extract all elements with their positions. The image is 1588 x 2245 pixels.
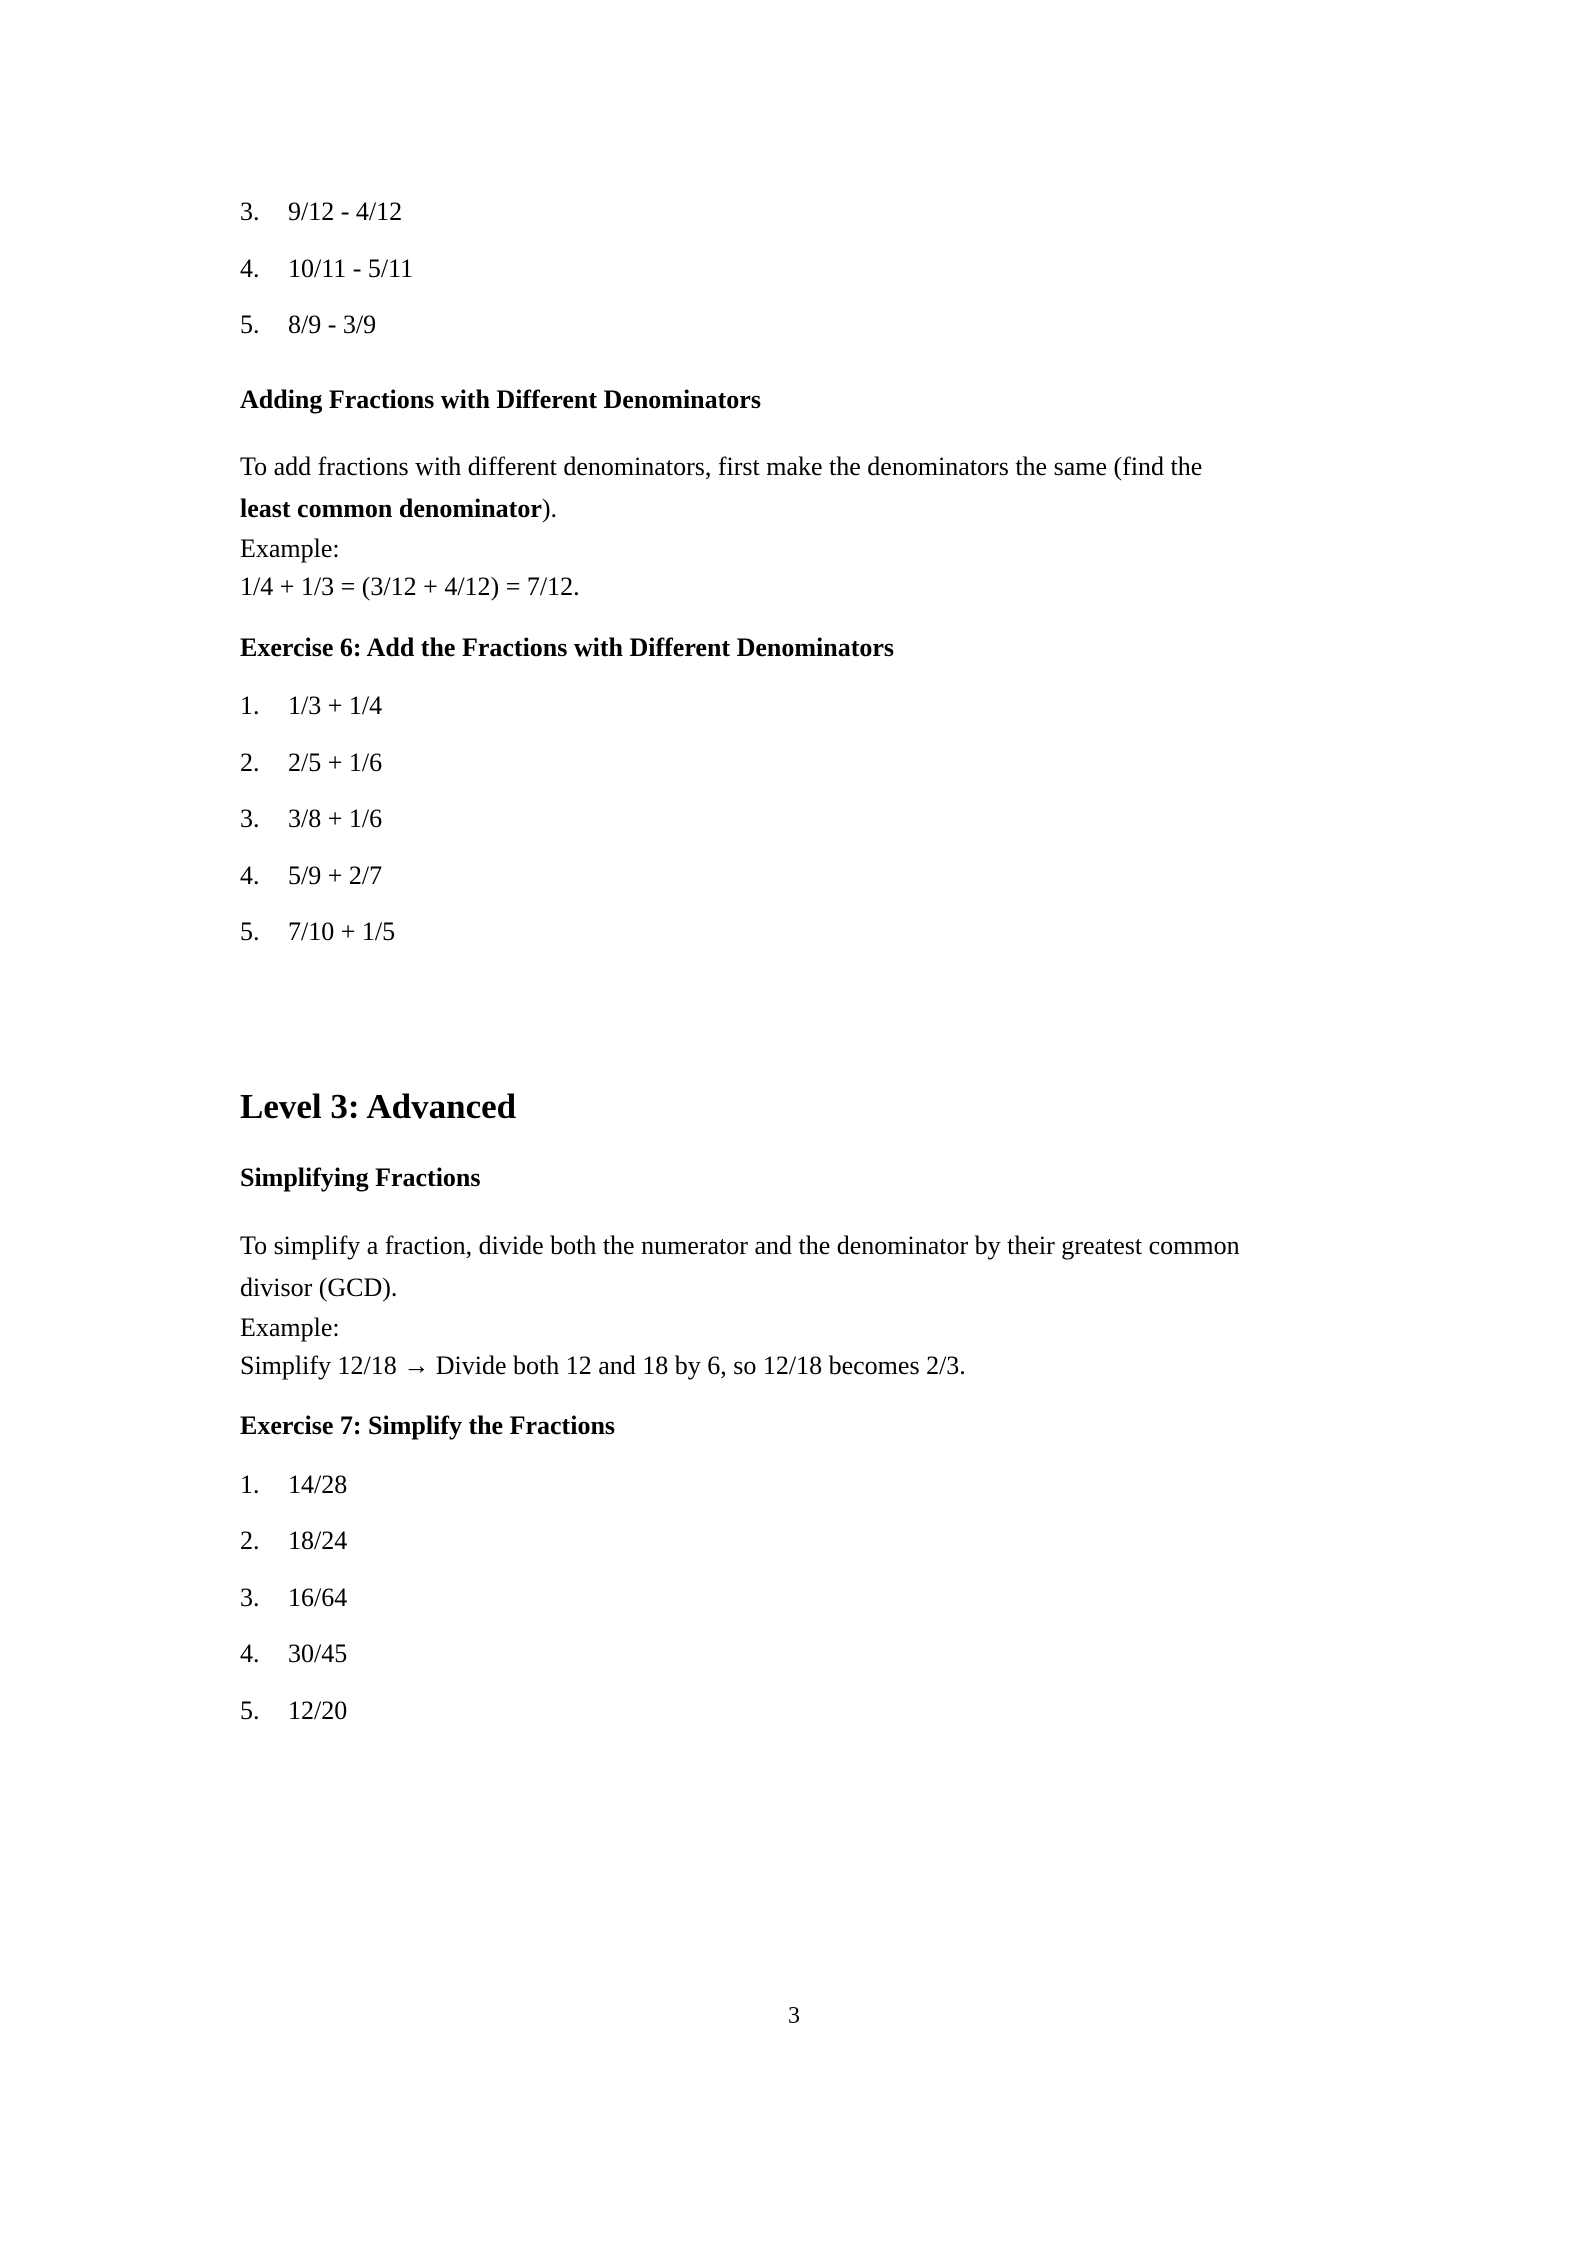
list-item [240, 1469, 1255, 1502]
list-marker: 4. [240, 1639, 260, 1669]
list-item [240, 309, 1255, 342]
list-marker: 3. [240, 804, 260, 834]
list-marker: 2. [240, 1526, 260, 1556]
list-item [240, 690, 1255, 723]
section-break-spacer [240, 973, 1255, 1085]
heading-exercise-7: Exercise 7: Simplify the Fractions [240, 1411, 616, 1441]
list-item-text: 18/24 [288, 1526, 348, 1556]
list-marker: 4. [240, 860, 260, 890]
spacer [240, 416, 1255, 446]
list-item [240, 803, 1255, 836]
list-item [240, 253, 1255, 286]
page-content [240, 196, 1255, 1751]
spacer [240, 606, 1255, 632]
example-label: Example: [240, 534, 340, 564]
page-number: 3 [788, 2003, 800, 2029]
heading-simplifying-fractions: Simplifying Fractions [240, 1163, 481, 1193]
example-expression: Simplify 12/18 → Divide both 12 and 18 by 6, so 12/18 becomes 2/3. [240, 1350, 966, 1380]
list-item [240, 1695, 1255, 1728]
spacer [240, 1195, 1255, 1225]
spacer [240, 1128, 1255, 1162]
list-marker: 5. [240, 310, 260, 339]
list-item-text: 9/12 - 4/12 [288, 197, 403, 226]
example-expression: 1/4 + 1/3 = (3/12 + 4/12) = 7/12. [240, 571, 580, 601]
list-item-text: 2/5 + 1/6 [288, 747, 383, 777]
paragraph-adding-different-denominators [240, 446, 1255, 530]
paragraph-lead-text: To add fractions with different denominators, first make the denominators the same (find the [240, 452, 1203, 481]
list-item-text: 7/10 + 1/5 [288, 917, 396, 947]
list-item [240, 1525, 1255, 1558]
paragraph-bold-term: least common denominator [240, 494, 542, 524]
spacer [240, 1443, 1255, 1469]
heading-exercise-6: Exercise 6: Add the Fractions with Different Denominators [240, 632, 895, 662]
list-item-text: 12/20 [288, 1695, 348, 1725]
list-marker: 1. [240, 691, 260, 721]
list-item-text: 1/3 + 1/4 [288, 691, 383, 721]
exercise-6-list [240, 690, 1255, 949]
list-item-text: 14/28 [288, 1469, 348, 1499]
paragraph-simplifying-fractions: To simplify a fraction, divide both the numerator and the denominator by their greatest common divisor (GCD). [240, 1230, 1240, 1302]
spacer [240, 664, 1255, 690]
list-item [240, 860, 1255, 893]
list-marker: 5. [240, 1695, 260, 1725]
list-item [240, 747, 1255, 780]
list-item [240, 1582, 1255, 1615]
list-marker: 2. [240, 747, 260, 777]
list-marker: 5. [240, 917, 260, 947]
continued-exercise-list [240, 196, 1255, 342]
list-item [240, 196, 1255, 229]
list-item-text: 10/11 - 5/11 [288, 253, 414, 283]
list-item [240, 916, 1255, 949]
list-item [240, 1638, 1255, 1671]
list-item-text: 16/64 [288, 1582, 348, 1612]
paragraph-tail-text: ). [541, 494, 558, 524]
list-marker: 1. [240, 1469, 260, 1499]
heading-level-3-advanced: Level 3: Advanced [240, 1086, 517, 1126]
list-item-text: 3/8 + 1/6 [288, 804, 383, 834]
exercise-7-list [240, 1469, 1255, 1728]
list-item-text: 5/9 + 2/7 [288, 860, 383, 890]
list-item-text: 8/9 - 3/9 [288, 310, 377, 339]
example-label: Example: [240, 1313, 340, 1343]
list-item-text: 30/45 [288, 1639, 348, 1669]
spacer [240, 366, 1255, 384]
heading-adding-fractions-different-denominators: Adding Fractions with Different Denominators [240, 384, 761, 414]
list-marker: 3. [240, 1582, 260, 1612]
spacer [240, 1384, 1255, 1410]
list-marker: 3. [240, 197, 260, 226]
list-marker: 4. [240, 253, 260, 283]
